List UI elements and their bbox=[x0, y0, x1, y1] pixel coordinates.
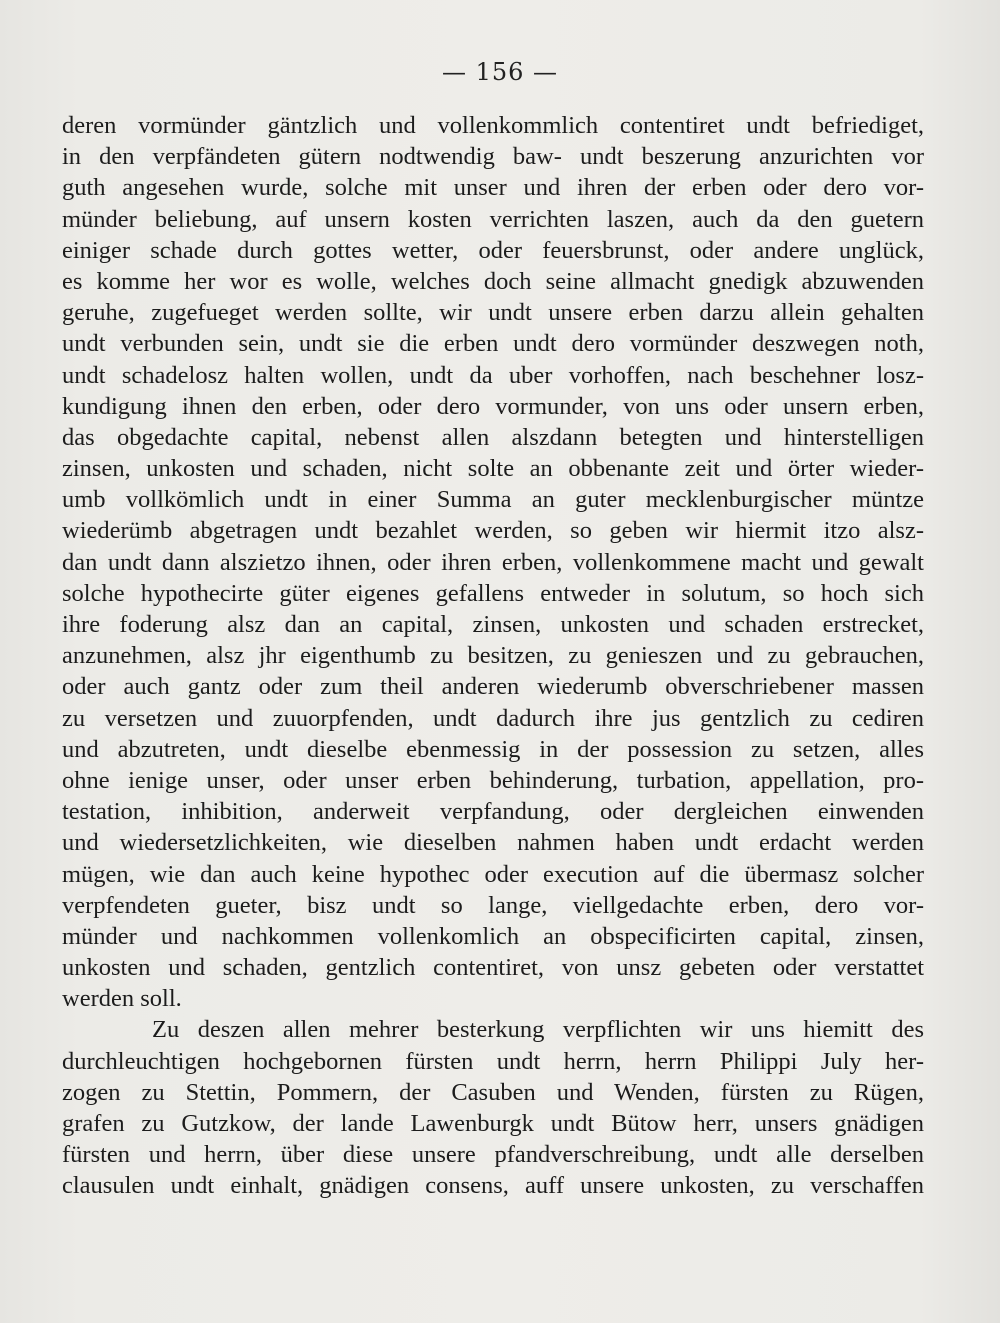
text-line: es komme her wor es wolle, welches doch seine allmacht gnedigk abzuwenden bbox=[62, 267, 924, 295]
text-line: münder und nachkommen vollenkomlich an obspecificirten capital, zinsen, bbox=[62, 922, 924, 950]
text-line: fürsten und herrn, über diese unsere pfandverschreibung, undt alle derselben bbox=[62, 1141, 924, 1169]
text-line: in den verpfändeten gütern nodtwendig baw- undt beszerung anzurichten vor bbox=[62, 143, 924, 171]
page-number: — 156 — bbox=[441, 58, 559, 86]
text-line: das obgedachte capital, nebenst allen alszdann betegten und hinterstelligen bbox=[62, 423, 924, 451]
text-line: guth angesehen wurde, solche mit unser und ihren der erben oder dero vor- bbox=[62, 174, 924, 202]
text-line: undt schadelosz halten wollen, undt da uber vorhoffen, nach beschehner losz- bbox=[62, 361, 924, 389]
text-line: Zu deszen allen mehrer besterkung verpflichten wir uns hiemitt des bbox=[152, 1016, 924, 1044]
text-line: unkosten und schaden, gentzlich contentiret, von unsz gebeten oder verstattet bbox=[62, 954, 924, 982]
text-line: kundigung ihnen den erben, oder dero vormunder, von uns oder unsern erben, bbox=[62, 392, 924, 420]
text-line: verpfendeten gueter, bisz undt so lange, viellgedachte erben, dero vor- bbox=[62, 891, 924, 919]
text-line: solche hypothecirte güter eigenes gefallens entweder in solutum, so hoch sich bbox=[62, 579, 924, 607]
text-line: wiederümb abgetragen undt bezahlet werden, so geben wir hiermit itzo alsz- bbox=[62, 517, 924, 545]
text-line: zogen zu Stettin, Pommern, der Casuben und Wenden, fürsten zu Rügen, bbox=[62, 1078, 924, 1106]
paragraph-1 bbox=[62, 110, 924, 1014]
text-line: ihre foderung alsz dan an capital, zinsen, unkosten und schaden erstrecket, bbox=[62, 611, 924, 638]
text-line: und wiedersetzlichkeiten, wie dieselben nahmen haben undt erdacht werden bbox=[62, 829, 924, 857]
text-line: grafen zu Gutzkow, der lande Lawenburgk undt Bütow herr, unsers gnädigen bbox=[62, 1110, 924, 1137]
text-line: testation, inhibition, anderweit verpfandung, oder dergleichen einwenden bbox=[62, 798, 924, 826]
text-line: münder beliebung, auf unsern kosten verrichten laszen, auch da den guetern bbox=[62, 205, 924, 233]
text-line: umb vollkömlich undt in einer Summa an guter mecklenburgischer müntze bbox=[62, 486, 924, 514]
text-line: undt verbunden sein, undt sie die erben undt dero vormünder deszwegen noth, bbox=[62, 330, 924, 358]
text-line: zu versetzen und zuuorpfenden, undt dadurch ihre jus gentzlich zu cediren bbox=[62, 704, 924, 732]
text-line: clausulen undt einhalt, gnädigen consens, auff unsere unkosten, zu verschaffen bbox=[62, 1172, 924, 1200]
text-line: mügen, wie dan auch keine hypothec oder execution auf die übermasz solcher bbox=[62, 860, 924, 888]
text-line: zinsen, unkosten und schaden, nicht solte an obbenante zeit und örter wieder- bbox=[62, 455, 924, 483]
document-body bbox=[62, 110, 924, 1202]
text-line: und abzutreten, undt dieselbe ebenmessig in der possession zu setzen, alles bbox=[62, 735, 924, 763]
paragraph-2 bbox=[62, 1014, 924, 1201]
text-line: dan undt dann alszietzo ihnen, oder ihren erben, vollenkommene macht und gewalt bbox=[62, 548, 924, 576]
text-line: anzunehmen, alsz jhr eigenthumb zu besitzen, zu genieszen und zu gebrauchen, bbox=[62, 642, 924, 670]
text-line: durchleuchtigen hochgebornen fürsten undt herrn, herrn Philippi July her- bbox=[62, 1047, 924, 1075]
text-line: geruhe, zugefueget werden sollte, wir undt unsere erben darzu allein gehalten bbox=[62, 299, 924, 327]
text-line: einiger schade durch gottes wetter, oder feuersbrunst, oder andere unglück, bbox=[62, 236, 924, 264]
text-line: werden soll. bbox=[62, 985, 182, 1013]
text-line: oder auch gantz oder zum theil anderen wiederumb obverschriebener massen bbox=[62, 673, 924, 701]
text-line: deren vormünder gäntzlich und vollenkommlich contentiret undt befriediget, bbox=[62, 112, 924, 139]
text-line: ohne ienige unser, oder unser erben behinderung, turbation, appellation, pro- bbox=[62, 766, 924, 794]
